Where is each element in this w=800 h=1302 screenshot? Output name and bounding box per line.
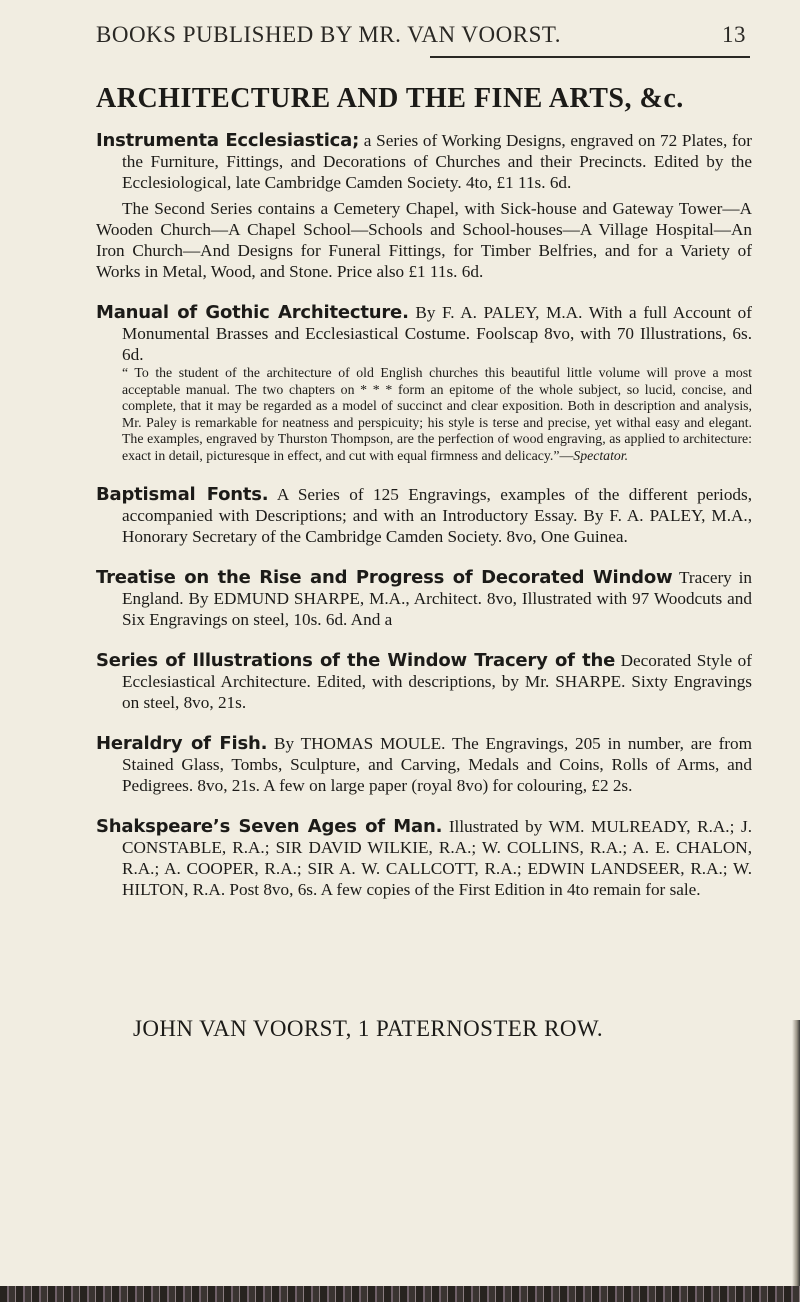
entry-heraldry-of-fish	[96, 733, 752, 796]
entry-body: A Series of 125 Engravings, examples of the different periods, accompanied with Descriptions; and with an Introductory Essay. By F. A. PALEY, M.A., Honorary Secretary of the Cambridge Camden Society. 8vo, One Guinea.	[122, 485, 752, 546]
entry-window-tracery-treatise	[96, 567, 752, 630]
entry-title: Baptismal Fonts.	[96, 484, 269, 505]
entry-title: Treatise on the Rise and Progress of Decorated Window	[96, 567, 673, 588]
entry-body: By THOMAS MOULE. The Engravings, 205 in number, are from Stained Glass, Tombs, Sculpture, and Carving, Medals and Coins, Rolls of Arms, and Pedigrees. 8vo, 21s. A few on large paper (royal 8vo) for colouring, £2 2s.	[122, 734, 752, 795]
entry-body: Illustrated by WM. MULREADY, R.A.; J. CONSTABLE, R.A.; SIR DAVID WILKIE, R.A.; W. COLLINS, R.A.; A. E. CHALON, R.A.; A. COOPER, R.A.; SIR A. W. CALLCOTT, R.A.; EDWIN LANDSEER, R.A.; W. HILTON, R.A. Post 8vo, 6s. A few copies of the First Edition in 4to remain for sale.	[122, 817, 752, 899]
entry-window-tracery-series	[96, 650, 752, 713]
entry-body: Tracery in England. By EDMUND SHARPE, M.A., Architect. 8vo, Illustrated with 97 Woodcuts and Six Engravings on steel, 10s. 6d. And a	[122, 568, 752, 629]
publisher-imprint: JOHN VAN VOORST, 1 PATERNOSTER ROW.	[133, 1016, 604, 1041]
entry-title: Manual of Gothic Architecture.	[96, 302, 409, 323]
entry-seven-ages	[96, 816, 752, 900]
entry-note: The Second Series contains a Cemetery Chapel, with Sick-house and Gateway Tower—A Wooden Church—A Chapel School—Schools and School-houses—A Village Hospital—An Iron Church—And Designs for Funeral Fittings, for Timber Belfries, and for a Variety of Works in Metal, Wood, and Stone. Price also £1 11s. 6d.	[96, 199, 752, 281]
running-head	[96, 22, 746, 48]
scan-bottom-edge	[0, 1286, 800, 1302]
entry-baptismal-fonts	[96, 484, 752, 547]
page-number: 13	[722, 22, 746, 47]
entry-title: Instrumenta Ecclesiastica;	[96, 130, 360, 151]
entry-title: Shakspeare’s Seven Ages of Man.	[96, 816, 443, 837]
header-rule	[430, 56, 750, 58]
running-head-text: BOOKS PUBLISHED BY MR. VAN VOORST.	[96, 22, 561, 47]
page-edge-shadow	[792, 1020, 800, 1302]
quote-text: “ To the student of the architecture of old English churches this beautiful little volume will prove a most acceptable manual. The two chapters on * * * form an epitome of the whole subject, so lucid, concise, and complete, that it may be regarded as a model of succinct and clear exposition. Both in description and analysis, Mr. Paley is remarkable for neatness and perspicuity; his style is terse and precise, yet withal easy and elegant. The examples, engraved by Thurston Thompson, are the perfection of wood engraving, as applied to architecture: exact in detail, picturesque in effect, and cut with equal firmness and delicacy.”—	[122, 365, 752, 463]
review-quote	[96, 365, 752, 464]
catalogue-entries	[96, 130, 752, 920]
entry-title: Heraldry of Fish.	[96, 733, 268, 754]
quote-source: Spectator.	[573, 447, 629, 463]
entry-body: a Series of Working Designs, engraved on 72 Plates, for the Furniture, Fittings, and Decorations of Churches and their Precincts. Edited by the Ecclesiological, late Cambridge Camden Society. 4to, £1 11s. 6d.	[122, 131, 752, 192]
entry-instrumenta	[96, 130, 752, 282]
section-title: ARCHITECTURE AND THE FINE ARTS, &c.	[96, 83, 684, 114]
entry-title: Series of Illustrations of the Window Tracery of the	[96, 650, 616, 671]
entry-gothic-manual	[96, 302, 752, 464]
entry-body: Decorated Style of Ecclesiastical Architecture. Edited, with descriptions, by Mr. SHARPE. Sixty Engravings on steel, 8vo, 21s.	[122, 651, 752, 712]
entry-body: By F. A. PALEY, M.A. With a full Account of Monumental Brasses and Ecclesiastical Costume. Foolscap 8vo, with 70 Illustrations, 6s. 6d.	[122, 303, 753, 364]
